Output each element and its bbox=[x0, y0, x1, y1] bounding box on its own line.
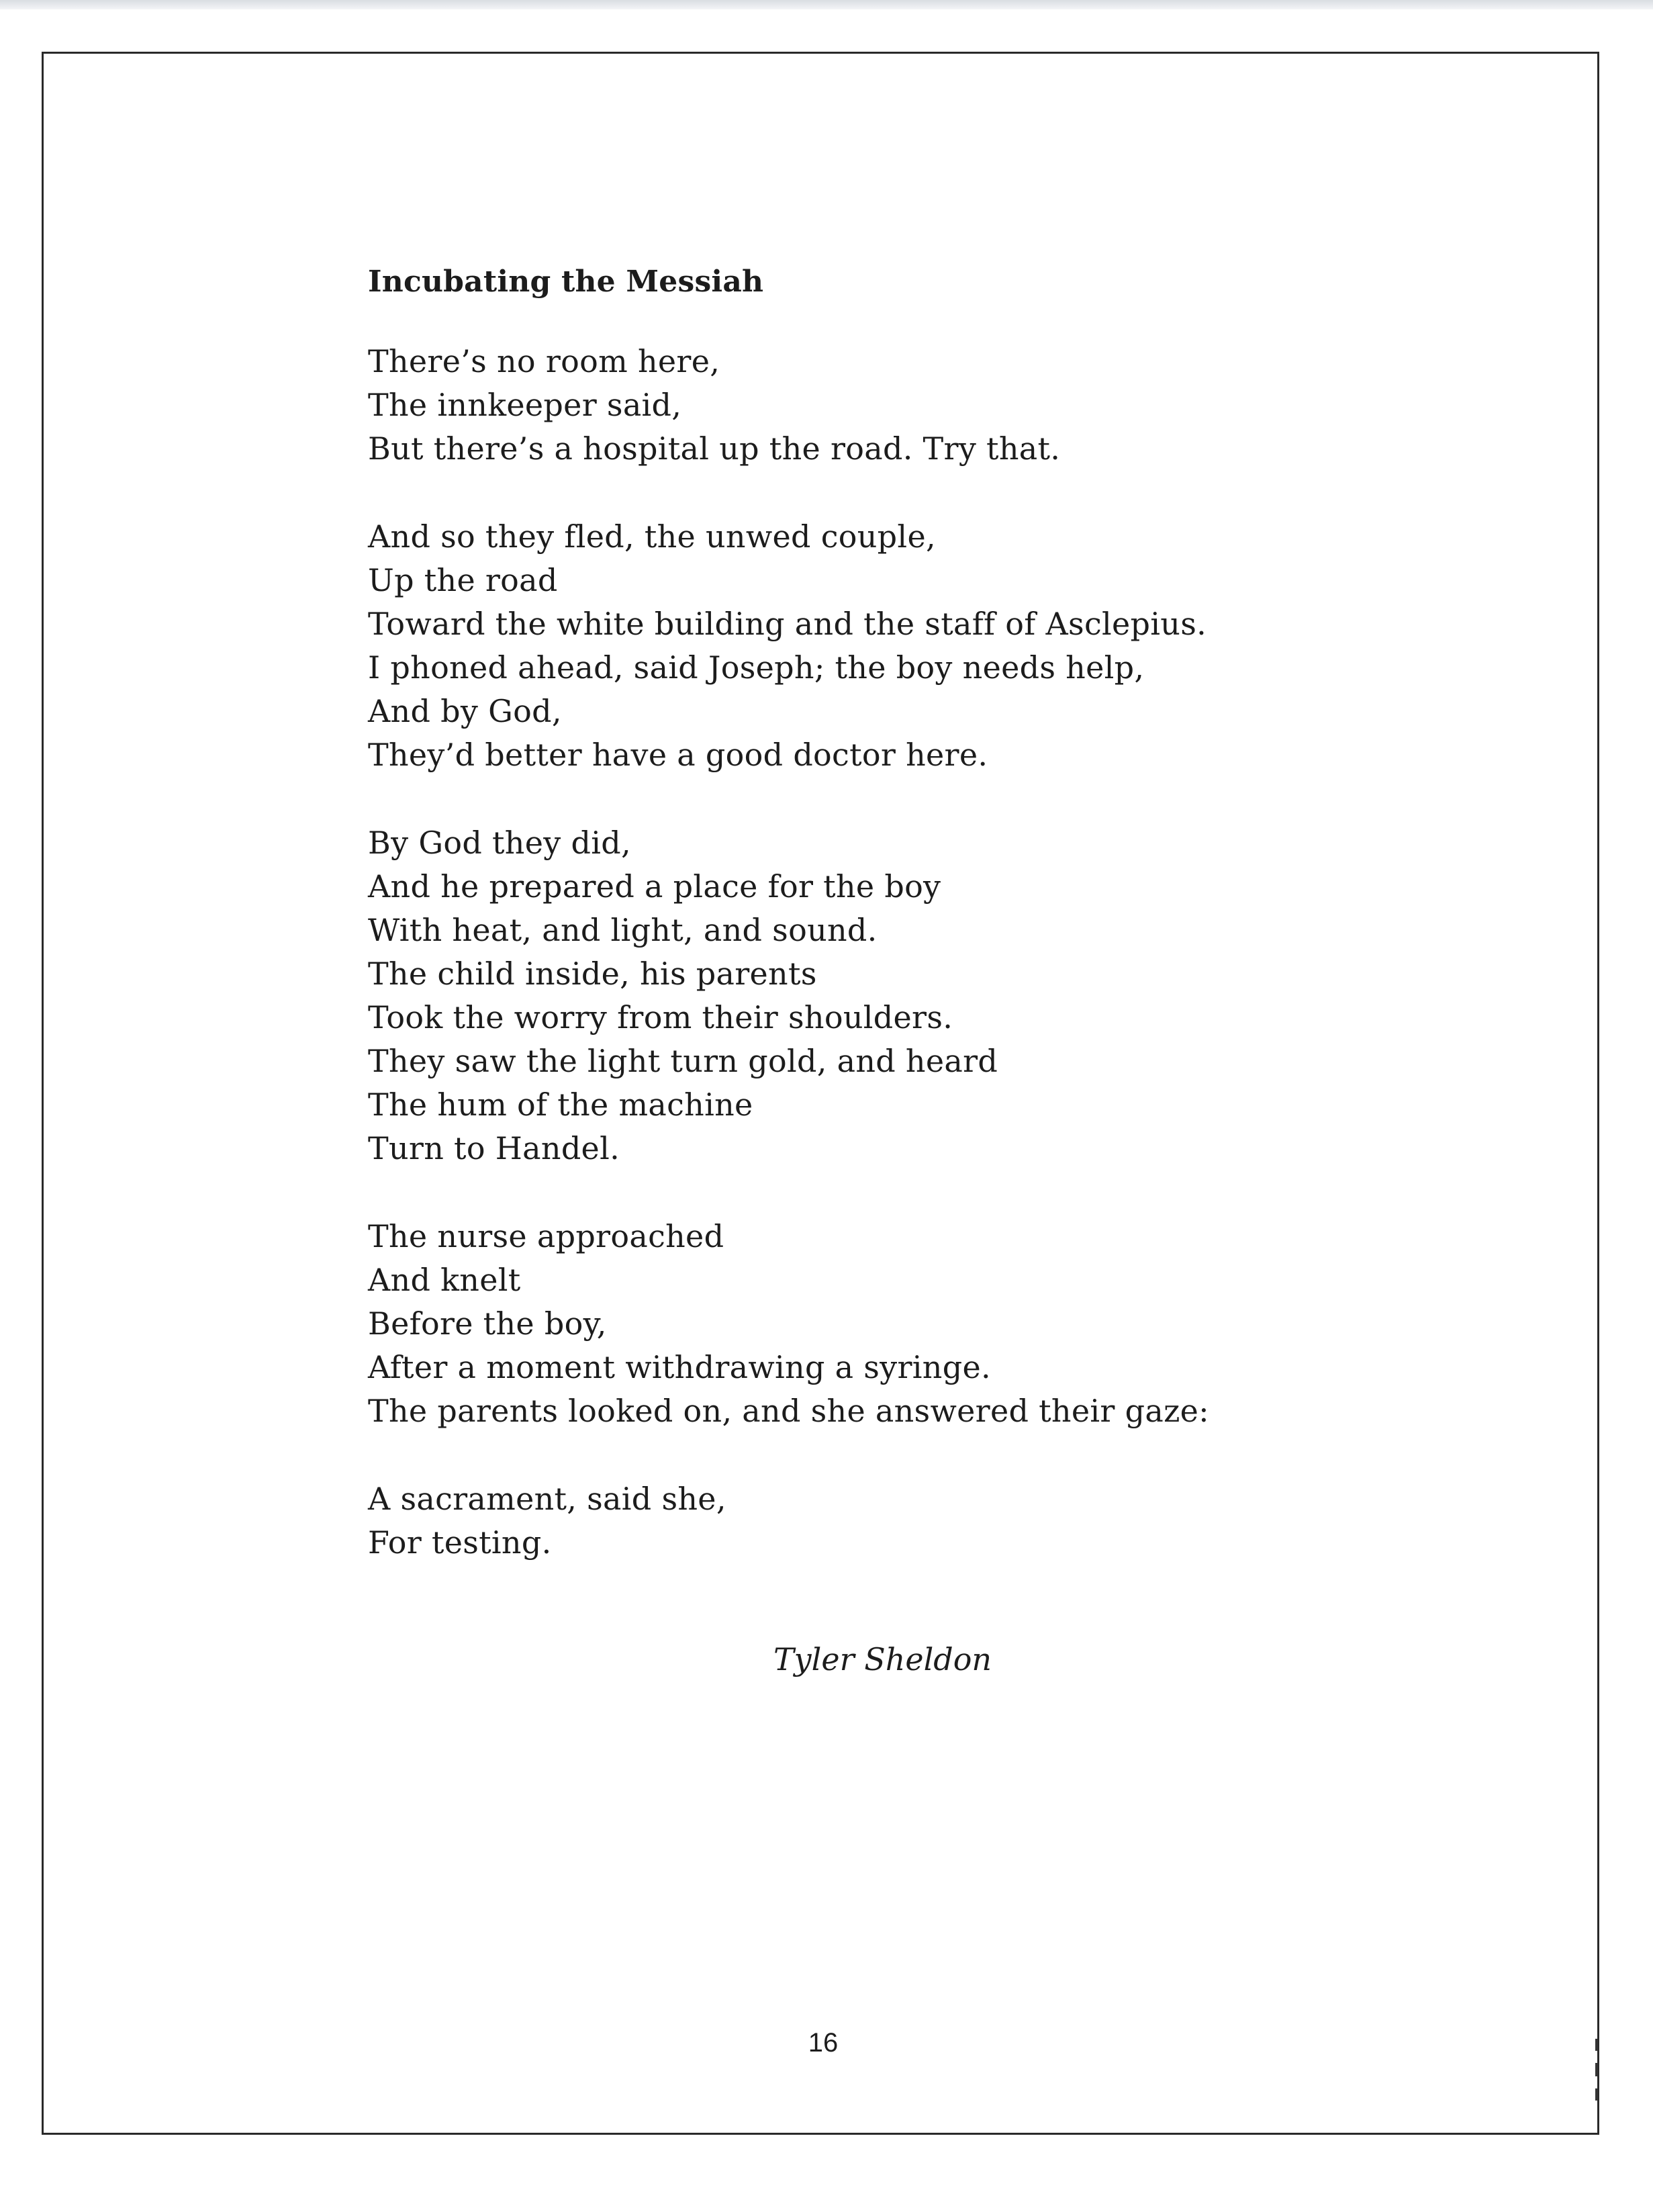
stanza bbox=[368, 821, 1509, 1170]
page-number: 16 bbox=[808, 2028, 839, 2058]
scan-top-edge bbox=[0, 0, 1653, 9]
poem-line: There’s no room here, bbox=[368, 343, 720, 379]
poem-line: The parents looked on, and she answered their gaze: bbox=[368, 1393, 1209, 1429]
poem-line: For testing. bbox=[368, 1524, 552, 1561]
poem-line: And he prepared a place for the boy bbox=[368, 868, 941, 905]
poem-line: The hum of the machine bbox=[368, 1087, 753, 1123]
poem-line: Before the boy, bbox=[368, 1305, 607, 1342]
stanza bbox=[368, 1215, 1509, 1433]
poem-line: By God they did, bbox=[368, 825, 631, 861]
poem-title: Incubating the Messiah bbox=[368, 265, 764, 299]
poem-line: They’d better have a good doctor here. bbox=[368, 737, 988, 773]
poem-line: The child inside, his parents bbox=[368, 956, 817, 992]
author-signature: Tyler Sheldon bbox=[773, 1641, 992, 1677]
poem-line: And by God, bbox=[368, 693, 562, 729]
border-tick-mark bbox=[1595, 2088, 1598, 2101]
poem-line: Took the worry from their shoulders. bbox=[368, 999, 953, 1035]
stanza bbox=[368, 515, 1509, 777]
poem-line: They saw the light turn gold, and heard bbox=[368, 1043, 998, 1079]
poem-line: Up the road bbox=[368, 562, 558, 598]
stanza bbox=[368, 1477, 1509, 1565]
stanza bbox=[368, 340, 1509, 471]
border-tick-mark bbox=[1595, 2063, 1598, 2076]
poem-line: And so they fled, the unwed couple, bbox=[368, 518, 936, 555]
poem-line: The nurse approached bbox=[368, 1218, 724, 1254]
poem-line: The innkeeper said, bbox=[368, 387, 682, 423]
poem-line: With heat, and light, and sound. bbox=[368, 912, 878, 948]
poem-line: Turn to Handel. bbox=[368, 1130, 620, 1166]
poem-line: A sacrament, said she, bbox=[368, 1481, 726, 1517]
poem-line: But there’s a hospital up the road. Try that. bbox=[368, 430, 1061, 467]
poem-line: I phoned ahead, said Joseph; the boy needs help, bbox=[368, 649, 1145, 686]
border-tick-mark bbox=[1595, 2039, 1598, 2051]
poem bbox=[368, 255, 1509, 1609]
poem-line: Toward the white building and the staff of Asclepius. bbox=[368, 606, 1207, 642]
poem-line: After a moment withdrawing a syringe. bbox=[368, 1349, 991, 1385]
poem-line: And knelt bbox=[368, 1262, 521, 1298]
